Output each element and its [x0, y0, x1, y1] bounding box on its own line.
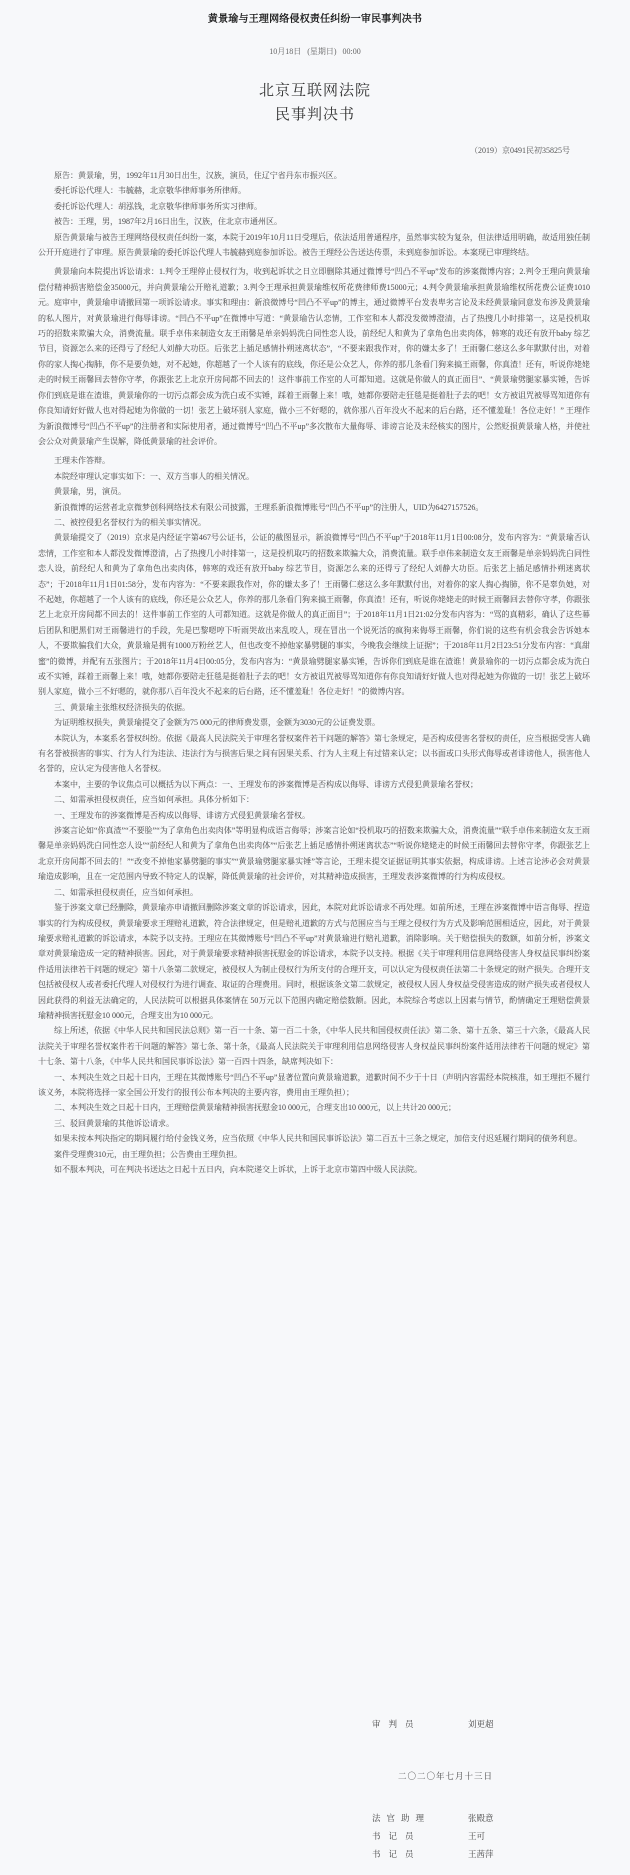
assistant-role: 法官助理 [372, 1813, 431, 1823]
paragraph: 二、本判决生效之日起十日内，王理赔偿黄景瑜精神损害抚慰金10 000元，合理支出10 000元，以上共计20 000元； [54, 1103, 456, 1113]
court-name: 北京互联网法院 [258, 83, 371, 99]
judge-name: 刘更超 [468, 1719, 494, 1729]
paragraph: 王理未作答辩。 [54, 456, 110, 466]
assistant-signature [372, 1812, 494, 1824]
paragraph: 为证明维权损失，黄景瑜提交了金额为75 000元的律师费发票，金额为3030元的公证费发票。 [54, 718, 380, 728]
paragraph: 黄景瑜向本院提出诉讼请求：1.判令王理停止侵权行为，收到起诉状之日立即删除其通过微博号“凹凸不平up”发布的涉案微博内容；2.判令王理向黄景瑜偿付精神损害赔偿金35000元，并向黄景瑜公开赔礼道歉；3.判令王理承担黄景瑜维权所花费律师费15000元；4.判令黄景瑜承担黄景瑜维权所花费公证费1010元。庭审中，黄景瑜申请撤回第一项诉讼请求。事实和理由：新浪微博号“凹凸不平up”的博主，通过微博平台发表卑劣言论及未经黄景瑜同意发布涉及黄景瑜的私人图片，对黄景瑜进行侮辱诽谤。“凹凸不平up”在微博中写道：“黄景瑜告认恋情，工作室和本人都没发微博澄清，占了热搜几小时排第一，这是投机取巧的招数来欺骗大众，消费流量。联手卓伟来制造女友王雨馨是单亲妈妈洗白同性恋人设，前经纪人和黄为了拿角色出卖肉体，韩寒的戏还有放开baby 综艺节目，资源怎么来的还得亏了经纪人刘静大功臣。后张艺上插足感情扑朔迷离状态”，“不要来跟我作对，你的嫌太多了！王雨馨仁慈这么多年默默付出，对着你的家人掏心掏肺，你不是要负她，对不起她，你超越了一个人该有的底线，你还是公众艺人，你养的那几条看门狗来搞王雨馨，你真渣！还有，听说你姥姥走的时候王雨馨回去替你守孝，你跟张艺上北京开房间都不回去的！这件事前工作室的人可都知道。这就是你做人的真正面目”、“黄景瑜劈腿家暴实锤，告诉你们到底是谁在渣谁，黄景瑜你的一切污点都会成为洗白或不实锤，踩着王雨馨上来！哦，她都你要陪走狂毯是挺着肚子去的吧！女方被诅咒被辱骂知道你有你良知请好好做人也对得起她为你做的一切！张艺上破坏别人家庭，做小三不好嗯的，就你那八百年没火不起来的后台路，还不懂羞耻！各位走好！” 王理作为新浪微博号“凹凸不平up”的注册者和实际使用者，通过微博号“凹凸不平up”多次散布大量侮辱、诽谤言论及未经核实的图片，公然贬损黄景瑜人格，并使社会公众对黄景瑜产生误解，降低黄景瑜的社会评价。 [38, 267, 590, 446]
paragraph: 新浪微博的运营者北京微梦创科网络技术有限公司披露，王理系新浪微博账号“凹凸不平up”的注册人，UID为6427157526。 [54, 502, 484, 512]
paragraph: 原告：黄景瑜，男，1992年11月30日出生，汉族，演员，住辽宁省丹东市振兴区。 [54, 171, 342, 180]
paragraph: 如不服本判决，可在判决书送达之日起十五日内，向本院递交上诉状，上诉于北京市第四中级人民法院。 [54, 1165, 422, 1174]
clerk-name: 王可 [468, 1831, 486, 1841]
paragraph: 二、如需承担侵权责任，应当如何承担。具体分析如下： [54, 795, 254, 805]
clerk-role: 书记员 [372, 1831, 422, 1841]
paragraph: 三、驳回黄景瑜的其他诉讼请求。 [54, 1118, 174, 1128]
paragraph: 二、如需承担侵权责任，应当如何承担。 [54, 887, 198, 897]
header [0, 0, 630, 124]
paragraph: 本案中，主要的争议焦点可以概括为以下两点：一、王理发布的涉案微博是否构成以侮辱、诽谤方式侵犯黄景瑜名誉权； [54, 779, 478, 789]
paragraph: 涉案言论如“你真渣”“不要脸”“为了拿角色出卖肉体”等明显构成语言侮辱；涉案言论如“投机取巧的招数来欺骗大众，消费流量”“联手卓伟来制造女友王雨馨是单亲妈妈洗白同性恋人设”“前经纪人和黄为了拿角色出卖肉体”“后张艺上插足感情扑朔迷离状态”“听说你姥姥走的时候王雨馨回去替你守孝，你跟张艺上北京开房间都不回去的！”“改变不掉他家暴劈腿的事实”“黄景瑜劈腿家暴实锤”等言论，王理未提交证据证明其事实依据，构成诽谤。上述言论涉必会对黄景瑜造成影响，且在一定范围内导致不特定人的误解，降低黄景瑜的社会评价，对其精神造成损害，王理发表涉案微博的行为构成侵权。 [38, 826, 590, 882]
publish-time: 00:00 [342, 47, 361, 56]
assistant-name: 张殿意 [468, 1813, 494, 1823]
paragraph: 被告：王理，男，1987年2月16日出生，汉族，住北京市通州区。 [54, 217, 282, 227]
paragraph: 二、被控侵犯名誉权行为的相关事实情况。 [54, 517, 206, 527]
clerk2-name: 王茜萍 [468, 1849, 494, 1859]
paragraph: 本院认为，本案系名誉权纠纷。依据《最高人民法院关于审理名誉权案件若干问题的解答》第七条规定，是否构成侵害名誉权的责任，应当根据受害人确有名誉被损害的事实、行为人行为违法、违法行为与损害后果之间有因果关系、行为人主观上有过错来认定；以书面或口头形式侮辱或者诽谤他人，损害他人名誉的，应认定为侵害他人名誉权。 [38, 733, 590, 774]
paragraph: 三、黄景瑜主张维权经济损失的依据。 [54, 702, 190, 712]
paragraph: 委托诉讼代理人：韦毓赫，北京敬华律师事务所律师。 [54, 186, 246, 196]
publish-day: (星期日) [307, 47, 337, 56]
clerk-signature [372, 1830, 485, 1842]
paragraph: 黄景瑜提交了（2019）京求是内经证字第467号公证书，公证的截图显示，新浪微博号“凹凸不平up”于2018年11月1日00:08分，发布内容为：“黄景瑜否认恋情，工作室和本人都没发微博澄清，占了热搜几小时排第一，这是投机取巧的招数来欺骗大众，消费流量。联手卓伟来制造女友王雨馨是单亲妈妈洗白同性恋人设，前经纪人和黄为了拿角色出卖肉体，韩寒的戏还有放开baby 综艺节目，资源怎么来的还得亏了经纪人刘静大功臣。后张艺上插足感情扑朔迷离状态”；于2018年11月1日01:58分，发布内容为：“不要来跟我作对，你的嫌太多了！王雨馨仁慈这么多年默默付出，对着你的家人掏心掏肺，你不是辜负她，对不起她，你超越了一个人该有的底线，你还是公众艺人，你养的那几条看门狗来搞王雨馨，你真渣！还有，听说你姥姥走的时候王雨馨回去替你守孝，你跟张艺上北京开房间都不回去的！这件事前工作室的人可都知道。这就是你做人的真正面目”；于2018年11月1日21:02分发布内容为：“骂的真精彩，确认了这些幕后团队和肥黑们对王雨馨进行的手段，先是巴黎嗯哼下听雨哭故出来乱咬人，现在冒出一个说死活的疯狗来侮辱王雨馨，你们说的这些有机会我会告诉她本人，不要欺骗我们大众，黄景瑜是拥有1000万粉丝艺人，但也改变不掉他家暴劈腿的事实，今晚我会继续上证据”；于2018年11月2日23:51分发布内容：“真甜蜜”的微博，并配有五张图片；于2018年11月4日00:05分，发布内容为：“黄景瑜劈腿家暴实锤，告诉你们到底是谁在渣谁！黄景瑜你的一切污点都会成为洗白或不实锤，踩着王雨馨上来！哦，她都你要陪走狂毯是挺着肚子去的吧！女方被诅咒被辱骂知道你有你良知请好好做人也对得起她为你做的一切！张艺上破坏别人家庭，做小三不好嗯的，就你那八百年没火不起来的后台路，还不懂羞耻！各位走好！”的微博内容。 [38, 533, 590, 697]
paragraph: 如果未按本判决指定的期间履行给付金钱义务，应当依照《中华人民共和国民事诉讼法》第二百五十三条之规定，加倍支付迟延履行期间的债务利息。 [54, 1134, 582, 1144]
paragraph: 委托诉讼代理人：胡泓钱，北京敬华律师事务所实习律师。 [54, 201, 262, 211]
paragraph: 一、王理发布的涉案微博是否构成以侮辱、诽谤方式侵犯黄景瑜名誉权。 [54, 810, 310, 820]
judge-signature [372, 1718, 494, 1730]
clerk2-signature [372, 1848, 494, 1860]
publish-meta [0, 46, 630, 57]
paragraph: 案件受理费310元，由王理负担；公告费由王理负担。 [54, 1149, 242, 1159]
judgment-date: 二〇二〇年七月十三日 [398, 1771, 494, 1781]
paragraph: 鉴于涉案文章已经删除，黄景瑜亦申请撤回删除涉案文章的诉讼请求，因此，本院对此诉讼请求不再处理。如前所述，王理在涉案微博中语言侮辱、捏造事实的行为构成侵权，黄景瑜要求王理赔礼道歉，符合法律规定，但是赔礼道歉的方式与范围应当与王理之侵权行为方式及影响范围相适应，因此，对于黄景瑜要求赔礼道歉的诉讼请求，本院予以支持。王理应在其微博账号“凹凸不平up”对黄景瑜进行赔礼道歉，消除影响。关于赔偿损失的数额，如前分析，涉案文章对黄景瑜造成一定的精神损害。因此，对于黄景瑜要求精神损害抚慰金的诉讼请求，本院予以支持。根据《关于审理利用信息网络侵害人身权益民事纠纷案件适用法律若干问题的规定》第十八条第二款规定，被侵权人为制止侵权行为所支付的合理开支，可以认定为侵权责任法第二十条规定的财产损失。合理开支包括被侵权人或者委托代理人对侵权行为进行调查、取证的合理费用。同时，根据该条文第二款规定，被侵权人因人身权益受侵害造成的财产损失或者侵权人因此获得的利益无法确定的，人民法院可以根据具体案情在 50万元以下范围内确定赔偿数额。因此，本院综合考虑以上因素与情节，酌情确定王理赔偿黄景瑜精神损害抚慰金10 000元，合理支出为10 000元。 [38, 903, 590, 1020]
paragraph: 本院经审理认定事实如下：一、双方当事人的相关情况。 [54, 471, 254, 481]
judge-role: 审判员 [372, 1719, 422, 1729]
paragraph: 黄景瑜，男，演员。 [54, 487, 126, 497]
paragraph: 一、本判决生效之日起十日内，王理在其微博账号“凹凸不平up”显著位置向黄景瑜道歉，道歉时间不少于十日（声明内容需经本院核准，如王理拒不履行该义务，本院将选择一家全国公开发行的报刊公布本判决的主要内容，费用由王理负担）； [38, 1072, 590, 1097]
case-number: （2019）京0491民初35825号 [470, 146, 570, 155]
clerk2-role: 书记员 [372, 1849, 422, 1859]
paragraph: 原告黄景瑜与被告王理网络侵权责任纠纷一案，本院于2019年10月11日受理后，依法适用普通程序，虽然事实较为复杂，但法律适用明确，故适用独任制公开开庭进行了审理。原告黄景瑜的委托诉讼代理人韦毓赫到庭参加诉讼。被告王理经公告送达传票，未到庭参加诉讼。本案现已审理终结。 [38, 232, 590, 258]
document-title: 黄景瑜与王理网络侵权责任纠纷一审民事判决书 [207, 14, 423, 25]
judgment-kind: 民事判决书 [274, 107, 355, 123]
publish-date: 10月18日 [269, 47, 302, 56]
judgment-body [0, 168, 630, 1177]
paragraph: 综上所述，依据《中华人民共和国民法总则》第一百一十条、第一百二十条，《中华人民共和国侵权责任法》第二条、第十五条、第三十六条，《最高人民法院关于审理名誉权案件若干问题的解答》第七条、第十条，《最高人民法院关于审理利用信息网络侵害人身权益民事纠纷案件适用法律若干问题的规定》第十七条、第十八条，《中华人民共和国民事诉讼法》第一百四十四条，缺席判决如下： [38, 1026, 590, 1067]
